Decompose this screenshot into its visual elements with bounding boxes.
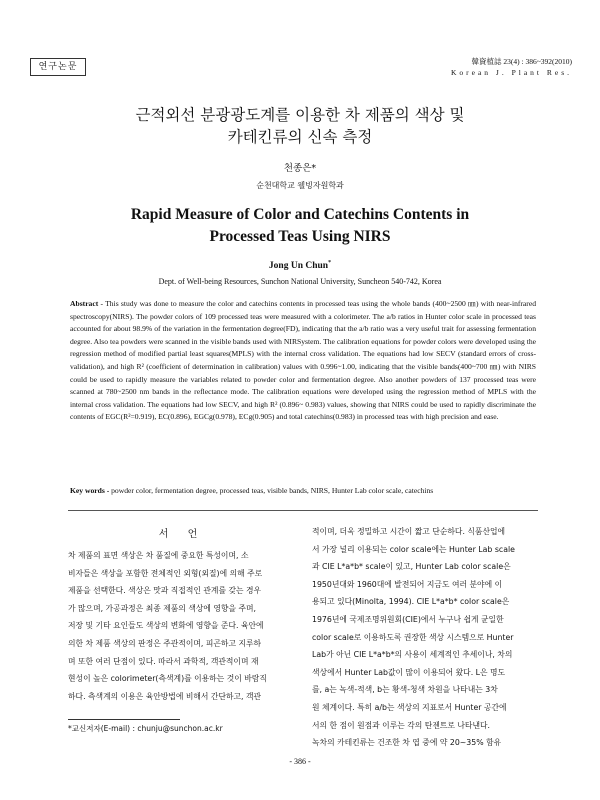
body-line: 녹차의 카테킨류는 건조한 차 엽 중에 약 20~35% 함유 xyxy=(312,738,502,748)
body-line: 의한 차 제품 색상의 판정은 주관적이며, 피곤하고 지루하 xyxy=(68,638,262,648)
corresponding-author-footnote: *교신저자(E-mail) : chunju@sunchon.ac.kr xyxy=(68,724,223,733)
english-title-line1: Rapid Measure of Color and Catechins Contents in xyxy=(130,206,470,223)
body-line: 1976년에 국제조명위원회(CIE)에서 누구나 쉽게 균일한 xyxy=(312,614,504,624)
body-line: 저장 및 기타 요인들도 색상의 변화에 영향을 준다. 육안에 xyxy=(68,621,264,631)
journal-citation xyxy=(451,56,572,78)
korean-title xyxy=(0,104,600,148)
body-line: 과 CIE L*a*b* scale이 있고, Hunter Lab color scale은 xyxy=(312,562,511,572)
section-heading-introduction: 서 언 xyxy=(158,529,206,540)
english-affiliation: Dept. of Well-being Resources, Sunchon National University, Suncheon 540-742, Korea xyxy=(158,277,442,286)
abstract xyxy=(70,298,536,424)
english-title-line2: Processed Teas Using NIRS xyxy=(209,228,391,245)
journal-citation-line1: 韓資植誌 23(4) : 386~392(2010) xyxy=(471,57,572,66)
keywords-text: powder color, fermentation degree, processed teas, visible bands, NIRS, Hunter Lab color scale, catechins xyxy=(109,486,434,495)
body-line: 서의 한 점이 원점과 이루는 각의 탄젠트로 나타낸다. xyxy=(312,720,490,730)
body-line: Lab가 아닌 CIE L*a*b*의 사용이 세계적인 추세이나, 차의 xyxy=(312,650,513,660)
body-line: 차 제품의 표면 색상은 차 품질에 중요한 특성이며, 소 xyxy=(68,551,249,560)
body-line: 하다. 측색계의 이용은 육안방법에 비해서 간단하고, 객관 xyxy=(68,691,262,701)
korean-author: 천종은* xyxy=(283,163,317,174)
body-line: 제품을 선택한다. 색상은 맛과 직접적인 관계를 갖는 경우 xyxy=(68,586,262,596)
english-author xyxy=(0,260,600,271)
journal-citation-line2: Korean J. Plant Res. xyxy=(450,68,572,77)
body-line: 적이며, 더욱 정밀하고 시간이 짧고 단순하다. 식품산업에 xyxy=(312,527,506,536)
section-divider xyxy=(68,510,538,511)
body-line: 가 많으며, 가공과정은 최종 제품의 색상에 영향을 주며, xyxy=(68,603,257,613)
footnote-rule xyxy=(68,719,180,720)
body-line: 1950년대와 1960대에 발전되어 지금도 여러 분야에 이 xyxy=(312,579,503,589)
korean-affiliation: 순천대학교 웰빙자원학과 xyxy=(256,181,344,190)
page-number: - 386 - xyxy=(289,757,311,766)
body-column-right xyxy=(312,523,540,752)
korean-title-line2: 카테킨류의 신속 측정 xyxy=(227,128,373,146)
keywords-label: Key words - xyxy=(70,486,110,495)
english-author-name: Jong Un Chun xyxy=(268,261,329,272)
korean-title-line1: 근적외선 분광광도계를 이용한 차 제품의 색상 및 xyxy=(135,106,465,124)
body-line: 비자들은 색상을 포함한 전체적인 외형(외질)에 의해 주로 xyxy=(68,568,263,578)
article-type-badge: 연구논문 xyxy=(30,58,86,76)
body-line: 색상에서 Hunter Lab값이 많이 이용되어 왔다. L은 명도 xyxy=(312,667,506,677)
corresponding-author-mark: * xyxy=(328,260,332,266)
keywords xyxy=(70,485,536,497)
body-line: color scale로 이용하도록 권장한 색상 시스템으로 Hunter xyxy=(312,632,514,642)
body-line: 를, a는 녹색-적색, b는 황색-청색 차원을 나타내는 3차 xyxy=(312,685,498,695)
body-line: 며 또한 여러 단점이 있다. 따라서 과학적, 객관적이며 재 xyxy=(68,656,259,666)
abstract-label: Abstract xyxy=(70,299,99,308)
body-column-left xyxy=(68,547,296,705)
body-line: 용되고 있다(Minolta, 1994). CIE L*a*b* color scale은 xyxy=(312,597,510,607)
body-line: 원 체계이다. 특히 a/b는 색상의 지표로서 Hunter 공간에 xyxy=(312,702,507,712)
body-line: 서 가장 널리 이용되는 color scale에는 Hunter Lab scale xyxy=(312,544,515,554)
body-line: 현성이 높은 colorimeter(측색계)를 이용하는 것이 바람직 xyxy=(68,674,267,684)
abstract-text: - This study was done to measure the color and catechins contents in processed teas using the whole bands (400~2500 ㎚) with near-infrared spectroscopy(NIRS). The powder colors of 109 processed teas were measured with a colorimeter. The a/b ratios in Hunter color scale in processed teas accounted for about 98.9% of the variation in the fermentation degree(FD), indicating that the a/b ratio was a very useful trait for assessing fermentation degree. Also tea powders were scanned in the visible bands used with NIRSystem. The calibration equations for powder colors were developed using the regression method of modified partial least squares(MPLS) with the internal cross validation. The equations had low SECV (standard errors of cross-validation), and high R² (coefficient of determination in calibration) values with 0.996~1.00, indicating that the visible bands(400~700 ㎚) with NIRS could be used to rapidly measure the variables related to powder color and fermentation degree. Also another powders of 137 processed teas were scanned at 780~2500 nm bands in the reflectance mode. The calibration equations were developed using the regression method of MPLS with the internal cross validation. The equations had low SECV, and high R² (0.896~ 0.983) values, showing that NIRS could be used to rapidly discriminate the contents of EGC(R²=0.919), EC(0.896), EGCg(0.978), ECg(0.905) and total catechins(0.983) in processed teas with high precision and ease. xyxy=(70,299,536,422)
english-title xyxy=(0,204,600,248)
